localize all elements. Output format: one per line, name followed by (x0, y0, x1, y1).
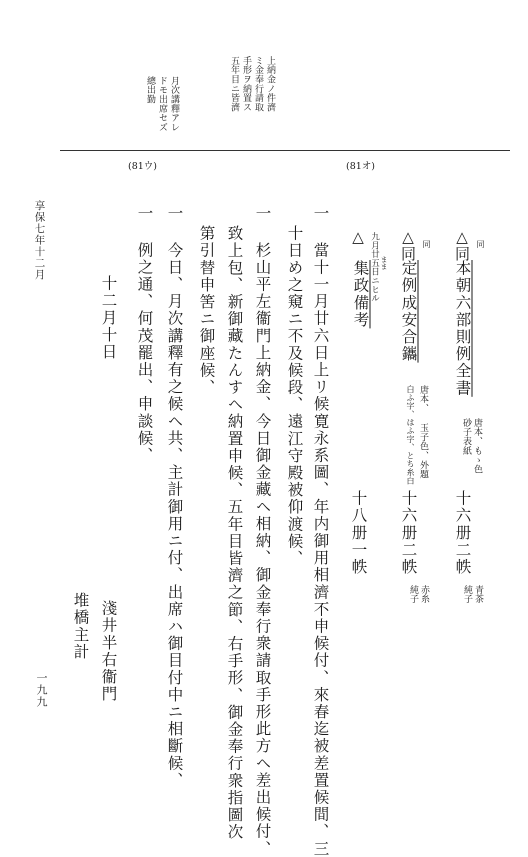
catalog-entry3-date-note: 九月廿五日ニヒル (369, 232, 380, 303)
body-item4-signer1: 淺井半右衞門 (99, 600, 118, 703)
body-item4-date: 十二月十日 (99, 275, 118, 361)
body-item2-line3: 第引替申筈ニ御座候、 (197, 225, 216, 396)
catalog-entry2-count-note-a: 赤糸 (419, 585, 429, 604)
catalog-entry1-count-note-b: 純子 (462, 585, 472, 604)
catalog-entry1-mark-small: 同 (476, 240, 485, 248)
body-item4-signer2: 堆橋主計 (71, 592, 90, 661)
header-note-right-col3: 手形ヲ納置ス (241, 56, 251, 112)
running-head: 享保七年十二月 (33, 200, 46, 281)
folio: 一九九 (35, 672, 48, 708)
catalog-entry2-note-b: 白ふ字、はふ字、とち糸白 (406, 385, 415, 485)
catalog-entry2-mark-small: 同 (422, 240, 431, 248)
catalog-entry1-mark: △同 (453, 228, 471, 261)
catalog-entry3-count: 十八册一帙 (349, 490, 368, 576)
catalog-entry3-title: 集政備考 (351, 260, 370, 329)
header-note-left-col1: 月次講釋アレ (169, 76, 179, 132)
catalog-entry3-ruby: まま (380, 256, 388, 270)
catalog-entry1-count: 十六册二帙 (453, 490, 472, 576)
body-item2-line2: 致上包、新御藏たんすヘ納置申候、五年目皆濟之節、右手形、御金奉行衆指圖次 (225, 225, 244, 841)
catalog-entry2-note-a: 唐本、 玉子色、外題 (418, 385, 428, 479)
header-divider (60, 150, 510, 151)
catalog-entry1-count-note-a: 青茶 (473, 585, 483, 604)
page-marker-right: (81オ) (346, 161, 376, 172)
header-note-right-col2: ミ金奉行請取 (253, 56, 263, 112)
body-item3-line1: 一 今日、月次講釋有之候ヘ共、主計御用ニ付、出席ハ御目付中ニ相斷候、 (165, 205, 184, 789)
catalog-entry1-note-a: 唐本、もゝ色 (472, 418, 482, 474)
body-item4-line1: 一 例之通、何茂罷出、申談候、 (135, 205, 154, 464)
page-marker-left: (81ウ) (128, 161, 158, 172)
catalog-entry1-note-b: 砂子表紙 (461, 418, 471, 456)
header-note-left-col3: 總出勤 (145, 76, 155, 104)
body-item1-line2: 十日め之窺ニ不及候段、遠江守殿被仰渡候、 (285, 225, 304, 567)
body-item2-line1: 一 杉山平左衞門上納金、今日御金藏ヘ相納、御金奉行衆請取手形此方ヘ差出候付、 (253, 205, 272, 857)
catalog-entry3-mark: △ (349, 228, 367, 246)
catalog-entry2-count: 十六册二帙 (399, 490, 418, 576)
catalog-entry2-count-note-b: 純子 (408, 585, 418, 604)
catalog-entry1-title: 本朝六部則例全書 (453, 260, 472, 397)
catalog-entry2-title: 定例成安合鑴 (399, 260, 418, 363)
header-note-left-col2: ドモ出席セズ (157, 76, 167, 132)
header-note-right-col1: 上納金ノ件濟 (265, 56, 275, 112)
header-note-right-col4: 五年目ニ皆濟 (229, 56, 239, 112)
body-item1-line1: 一 當十一月廿六日上リ候寛永系圖、年内御用相濟不申候付、來春迄被差置候間、三 (311, 205, 330, 857)
catalog-entry2-mark: △同 (399, 228, 417, 261)
